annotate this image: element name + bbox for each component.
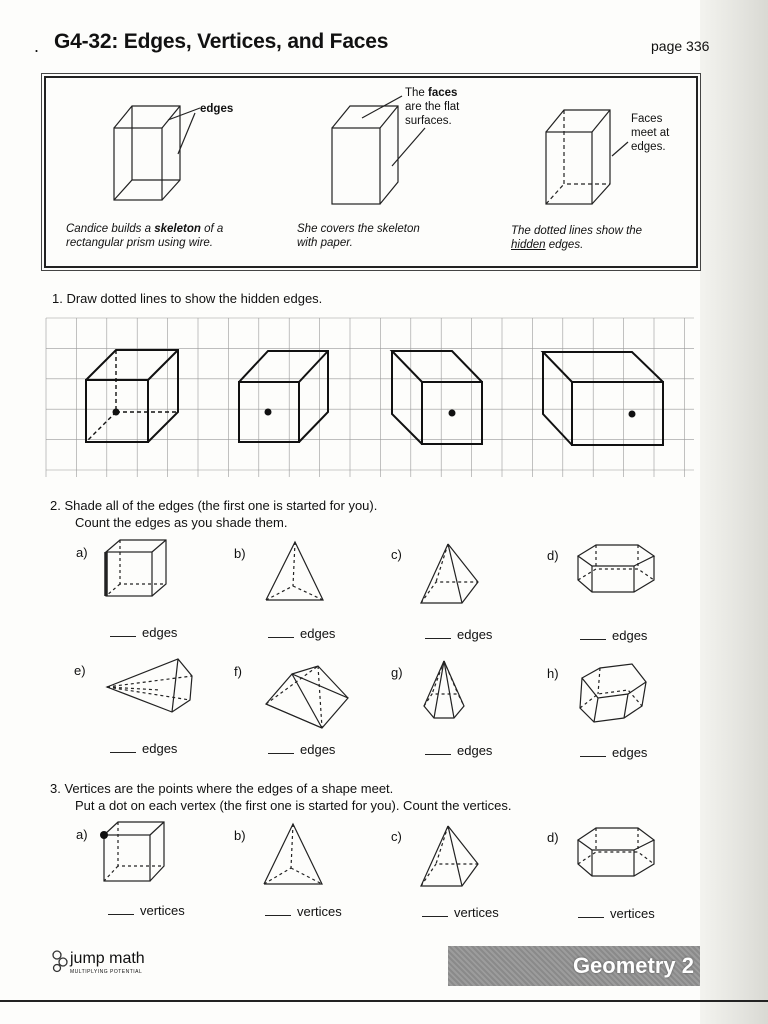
jump-math-logo-icon xyxy=(50,948,70,974)
question-1-text: 1. Draw dotted lines to show the hidden edges. xyxy=(52,291,323,306)
page-number: page 336 xyxy=(651,38,710,54)
q2-label-f: f) xyxy=(234,664,242,679)
q3-unit-c: vertices xyxy=(454,905,499,920)
logo-text: jump math xyxy=(70,950,145,967)
faces-callout-line2: are the flat xyxy=(405,101,460,113)
caption-hidden-underlined: hidden xyxy=(511,239,546,251)
faces-callout-pre: The xyxy=(405,87,429,99)
q3-label-d: d) xyxy=(547,830,559,845)
meet-callout-line2: meet at xyxy=(631,127,670,139)
q2-label-b: b) xyxy=(234,546,246,561)
q3-unit-a: vertices xyxy=(140,903,185,918)
faces-callout-line3: surfaces. xyxy=(405,115,452,127)
meet-callout-line3: edges. xyxy=(631,141,666,153)
q2-unit-a: edges xyxy=(142,625,178,640)
question-3-line2: Put a dot on each vertex (the first one is started for you). Count the vertices. xyxy=(75,798,512,813)
footer-rule xyxy=(0,1000,768,1002)
q2-unit-b: edges xyxy=(300,626,336,641)
caption-skeleton-bold: skeleton xyxy=(154,223,201,235)
q3-unit-b: vertices xyxy=(297,904,342,919)
section-badge xyxy=(448,946,700,986)
question-3-line1: 3. Vertices are the points where the edges of a shape meet. xyxy=(50,781,394,796)
bullet-dot: . xyxy=(34,36,40,56)
q2-label-e: e) xyxy=(74,663,86,678)
q3-label-a: a) xyxy=(76,827,88,842)
q3-shape-square-pyramid xyxy=(421,826,478,886)
q2-unit-h: edges xyxy=(612,745,648,760)
caption-covers-line2: with paper. xyxy=(297,237,353,249)
caption-skeleton-line2: rectangular prism using wire. xyxy=(66,237,214,249)
q3-label-b: b) xyxy=(234,828,246,843)
logo-subtext: MULTIPLYING POTENTIAL xyxy=(70,969,143,975)
q3-example-vertex-dot xyxy=(100,831,108,839)
section-badge-label: Geometry 2 xyxy=(572,953,694,978)
q2-label-d: d) xyxy=(547,548,559,563)
q2-unit-d: edges xyxy=(612,628,648,643)
q2-label-a: a) xyxy=(76,545,88,560)
faces-callout-bold: faces xyxy=(428,87,458,99)
q2-label-g: g) xyxy=(391,665,403,680)
caption-hidden-rest: edges. xyxy=(545,239,584,251)
question-2-line1: 2. Shade all of the edges (the first one is started for you). xyxy=(50,498,378,513)
edges-callout: edges xyxy=(200,103,234,115)
q3-shape-cube xyxy=(104,822,164,881)
q3-label-c: c) xyxy=(391,829,402,844)
q2-label-c: c) xyxy=(391,547,402,562)
caption-covers-line1: She covers the skeleton xyxy=(297,223,420,235)
q2-unit-e: edges xyxy=(142,741,178,756)
q2-unit-g: edges xyxy=(457,743,493,758)
meet-callout-line1: Faces xyxy=(631,113,663,125)
q3-shape-triangular-pyramid xyxy=(264,824,322,884)
q2-unit-f: edges xyxy=(300,742,336,757)
page-title: G4-32: Edges, Vertices, and Faces xyxy=(54,30,389,53)
caption-hidden-line1: The dotted lines show the xyxy=(511,225,643,237)
q3-unit-d: vertices xyxy=(610,906,655,921)
caption-skeleton-b: of a xyxy=(200,223,224,235)
q3-shape-pentagonal-prism xyxy=(578,828,654,876)
caption-skeleton-a: Candice builds a xyxy=(66,223,155,235)
question-2-line2: Count the edges as you shade them. xyxy=(75,515,288,530)
q2-label-h: h) xyxy=(547,666,559,681)
q2-unit-c: edges xyxy=(457,627,493,642)
